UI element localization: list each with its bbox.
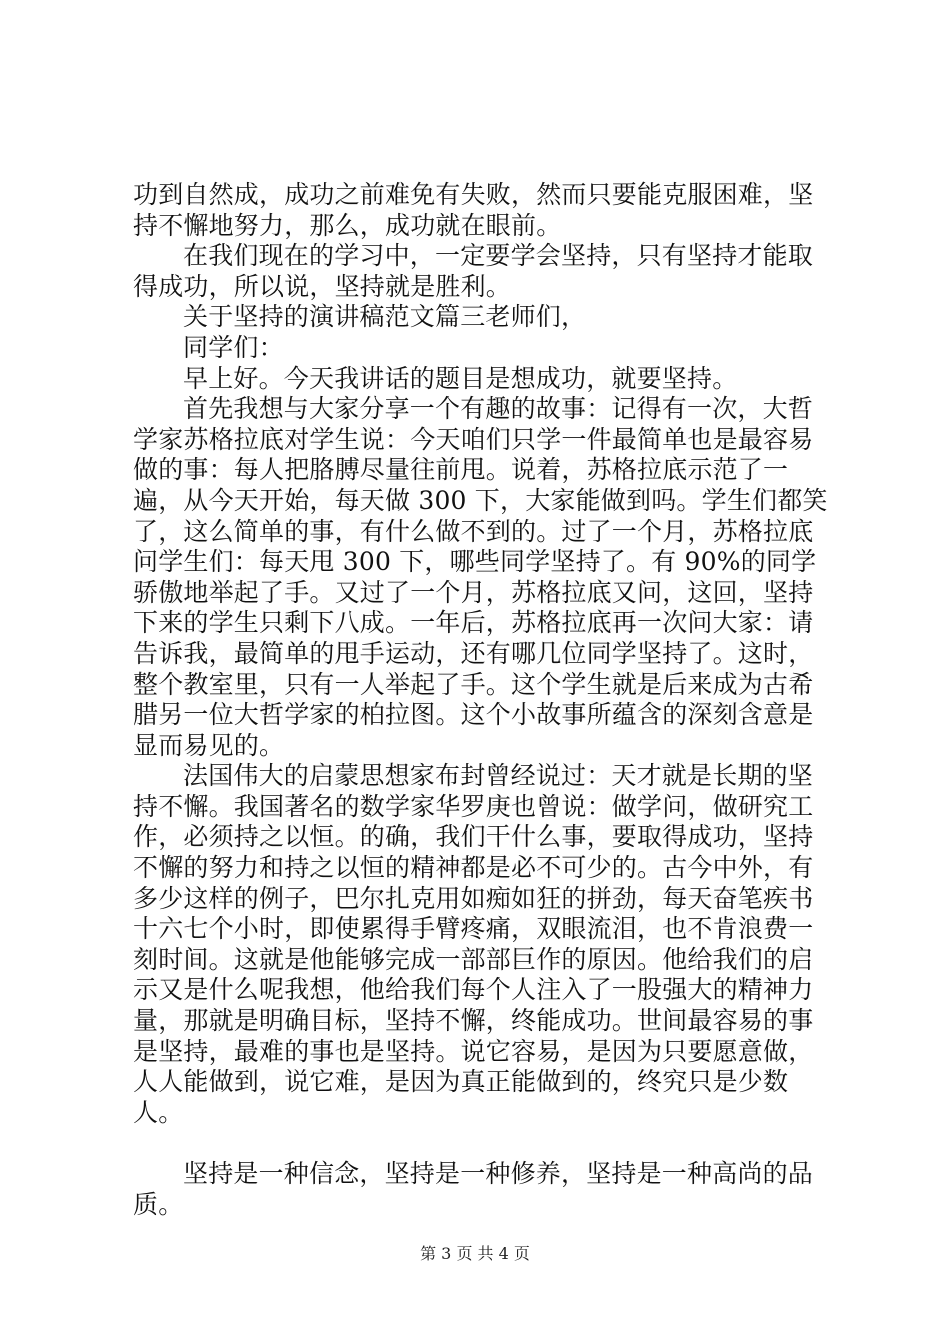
- body-text: [133, 180, 833, 1220]
- page-footer: 第 3 页 共 4 页: [420, 1244, 530, 1263]
- paragraph-continuation: 功到自然成，成功之前难免有失败，然而只要能克服困难，坚持不懈地努力，那么，成功就在眼前。: [133, 180, 814, 240]
- paragraph-socrates-story: 首先我想与大家分享一个有趣的故事：记得有一次，大哲学家苏格拉底对学生说：今天咱们只学一件最简单也是最容易做的事：每人把胳膊尽量往前甩。说着，苏格拉底示范了一遍，从今天开始，每天做 300 下，大家能做到吗。学生们都笑了，这么简单的事，有什么做不到的。过了一个月，苏格拉底问学生们：每天甩 300 下，哪些同学坚持了。有 90%的同学骄傲地举起了手。又过了一个月，苏格拉底又问，这回，坚持下来的学生只剩下八成。一年后，苏格拉底再一次问大家：请告诉我，最简单的甩手运动，还有哪几位同学坚持了。这时，整个教室里，只有一人举起了手。这个学生就是后来成为古希腊另一位大哲学家的柏拉图。这个小故事所蕴含的深刻含意是显而易见的。: [133, 394, 828, 760]
- paragraph-speech-title: 关于坚持的演讲稿范文篇三老师们，: [183, 302, 587, 332]
- paragraph-buffon-quote: 法国伟大的启蒙思想家布封曾经说过：天才就是长期的坚持不懈。我国著名的数学家华罗庚也曾说：做学问，做研究工作，必须持之以恒。的确，我们干什么事，要取得成功，坚持不懈的努力和持之以恒的精神都是必不可少的。古今中外，有多少这样的例子，巴尔扎克用如痴如狂的拼劲，每天奋笔疾书十六七个小时，即使累得手臂疼痛，双眼流泪，也不肯浪费一刻时间。这就是他能够完成一部部巨作的原因。他给我们的启示又是什么呢我想，他给我们每个人注入了一股强大的精神力量，那就是明确目标，坚持不懈，终能成功。世间最容易的事是坚持，最难的事也是坚持。说它容易，是因为只要愿意做，人人能做到，说它难，是因为真正能做到的，终究只是少数人。: [133, 761, 814, 1127]
- paragraph-persistence-belief: 坚持是一种信念，坚持是一种修养，坚持是一种高尚的品质。: [133, 1159, 814, 1219]
- paragraph-study: 在我们现在的学习中，一定要学会坚持，只有坚持才能取得成功，所以说，坚持就是胜利。: [133, 241, 814, 301]
- paragraph-good-morning: 早上好。今天我讲话的题目是想成功，就要坚持。: [183, 363, 738, 393]
- paragraph-greeting-students: 同学们：: [183, 332, 284, 362]
- paragraph-spacer: [133, 1128, 833, 1159]
